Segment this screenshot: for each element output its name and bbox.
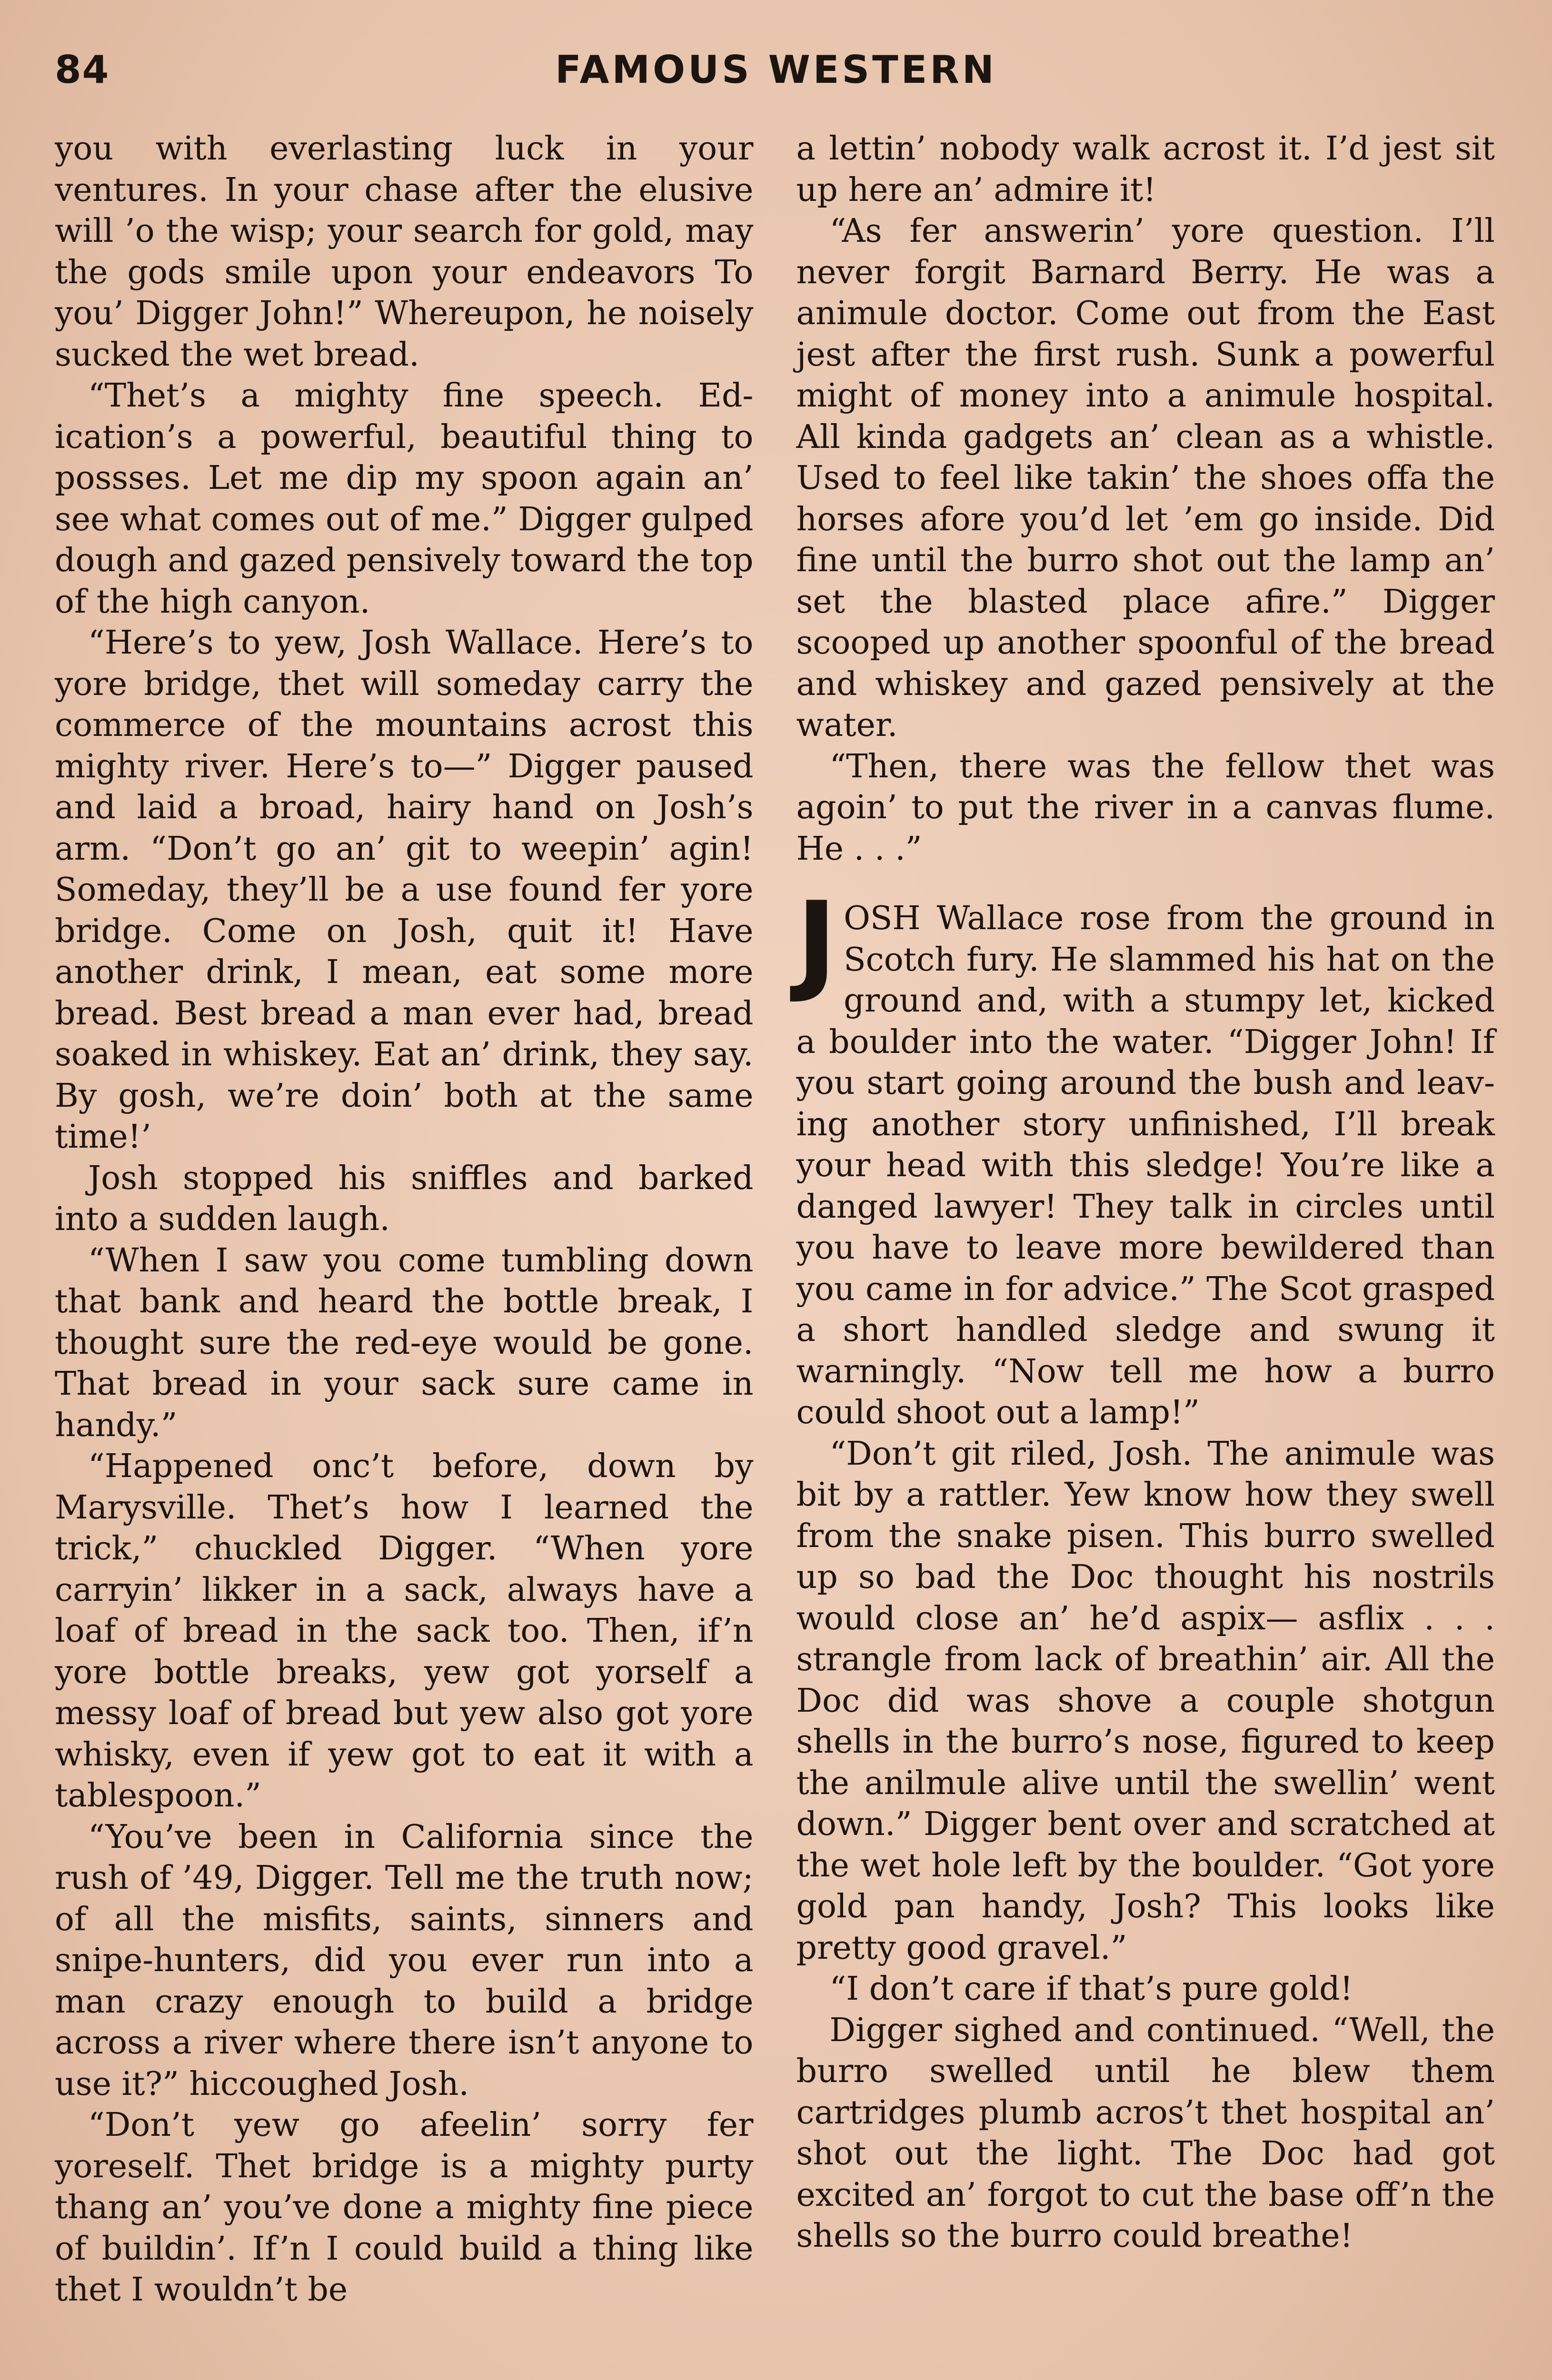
paragraph: “Here’s to yew, Josh Wallace. Here’s to yore bridge, thet will someday carry the commerce of the mountains acrost this mighty river. Here’s to—” Digger paused and laid a broad, hairy hand on Josh’s arm. “Don’t go an’ git to weepin’ agin! Someday, they’ll be a use found fer yore bridge. Come on Josh, quit it! Have another drink, I mean, eat some more bread. Best bread a man ever had, bread soaked in whiskey. Eat an’ drink, they say. By gosh, we’re doin’ both at the same time!’ [55, 624, 754, 1156]
paragraph: “Happened onc’t before, down by Marysville. Thet’s how I learned the trick,” chuckled Digger. “When yore carryin’ likker in a sack, always have a loaf of bread in the sack too. Then, if’n yore bottle breaks, yew got yorself a messy loaf of bread but yew also got yore whisky, even if yew got to eat it with a tablespoon.” [55, 1448, 754, 1815]
paragraph: “Don’t yew go afeelin’ sorry fer yoreself. Thet bridge is a mighty purty thang an’ you’ve done a mighty fine piece of buildin’. If’n I could build a thing like thet I wouldn’t be [55, 2106, 754, 2309]
right-column [796, 129, 1495, 2380]
paragraph: “Thet’s a mighty fine speech. Edication’s a powerful, beautiful thing to possses. Let me dip my spoon again an’ see what comes out of me.” Digger gulped dough and gazed pensively toward the top of the high canyon. [55, 377, 754, 621]
running-head: FAMOUS WESTERN [555, 48, 997, 92]
page-number: 84 [55, 48, 110, 92]
paragraph: “You’ve been in California since the rush of ’49, Digger. Tell me the truth now; of all the misfits, saints, sinners and snipe-hunters, did you ever run into a man crazy enough to build a bridge across a river where there isn’t anyone to use it?” hiccoughed Josh. [55, 1818, 754, 2103]
paragraph: “When I saw you come tumbling down that bank and heard the bottle break, I thought sure the red-eye would be gone. That bread in your sack sure came in handy.” [55, 1241, 754, 1444]
drop-cap: J [796, 879, 837, 1006]
paragraph: Digger sighed and continued. “Well, the burro swelled until he blew them cartridges plumb acros’t thet hospital an’ shot out the light. The Doc had got excited an’ forgot to cut the base off’n the shells so the burro could breathe! [796, 2011, 1495, 2255]
paragraph: “Don’t git riled, Josh. The animule was bit by a rattler. Yew know how they swell from the snake pisen. This burro swelled up so bad the Doc thought his nostrils would close an’ he’d aspix— asflix . . . strangle from lack of breathin’ air. All the Doc did was shove a couple shotgun shells in the burro’s nose, figured to keep the anilmule alive until the swellin’ went down.” Digger bent over and scratched at the wet hole left by the boulder. “Got yore gold pan handy, Josh? This looks like pretty good gravel.” [796, 1435, 1495, 1967]
left-column [55, 129, 754, 2380]
paragraph: “Then, there was the fellow thet was agoin’ to put the river in a canvas flume. He . . .” [796, 747, 1495, 868]
page-header [55, 33, 1497, 105]
paragraph: “I don’t care if that’s pure gold! [829, 1970, 1353, 2008]
paragraph: “As fer answerin’ yore question. I’ll never forgit Barnard Berry. He was a animule doctor. Come out from the East jest after the first rush. Sunk a powerful might of money into a animule hospital. All kinda gadgets an’ clean as a whistle. Used to feel like takin’ the shoes offa the horses afore you’d let ’em go inside. Did fine until the burro shot out the lamp an’ set the blasted place afire.” Digger scooped up another spoonful of the bread and whiskey and gazed pensively at the water. [796, 212, 1495, 744]
dropcap-paragraph [796, 879, 1495, 1434]
paragraph: you with everlasting luck in your ventures. In your chase after the elusive will ’o the wisp; your search for gold, may the gods smile upon your endeavors To you’ Digger John!” Whereupon, he noisely sucked the wet bread. [55, 130, 754, 374]
dropcap-paragraph-text: OSH Wallace rose from the ground in Scotch fury. He slammed his hat on the ground and, with a stumpy let, kicked a boulder into the water. “Digger John! If you start going around the bush and leaving another story unfinished, I’ll break your head with this sledge! You’re like a danged lawyer! They talk in circles until you have to leave more bewildered than you came in for advice.” The Scot grasped a short handled sledge and swung it warningly. “Now tell me how a burro could shoot out a lamp!” [796, 900, 1495, 1431]
text-columns [55, 129, 1495, 2380]
paragraph: Josh stopped his sniffles and barked into a sudden laugh. [55, 1159, 754, 1238]
paragraph: a lettin’ nobody walk acrost it. I’d jest sit up here an’ admire it! [796, 130, 1495, 209]
